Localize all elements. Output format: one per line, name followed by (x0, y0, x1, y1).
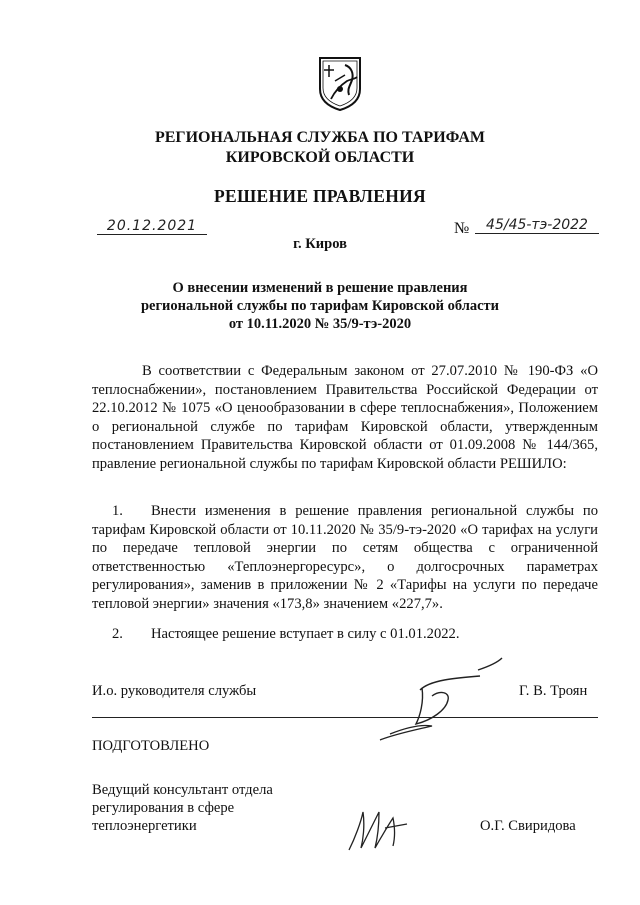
document-type-title: РЕШЕНИЕ ПРАВЛЕНИЯ (214, 186, 426, 206)
coat-of-arms-emblem (317, 55, 363, 111)
city: г. Киров (293, 236, 347, 252)
head-name: Г. В. Троян (519, 683, 588, 699)
decision-item-2 (92, 625, 598, 644)
preparer-signature-icon (345, 802, 415, 854)
preparer-title-line2: регулирования в сфере (92, 800, 235, 816)
subject-line1: О внесении изменений в решение правления (172, 280, 468, 296)
prepared-label: ПОДГОТОВЛЕНО (92, 738, 210, 754)
preparer-title-line3: теплоэнергетики (92, 818, 197, 834)
item2-text: Настоящее решение вступает в силу с 01.01.2022. (150, 626, 460, 642)
preparer-title (92, 781, 273, 835)
head-title: И.о. руководителя службы (92, 683, 257, 699)
item1-text: Внести изменения в решение правления региональной службы по тарифам Кировской области от 10.11.2020 № 35/9-тэ-2020 «О тарифах на услуги по передаче тепловой энергии по сетям общества с ограниченной ответственностью «Теплоэнергоресурс», о долгосрочных параметрах регулирования», заменив в приложении № 2 «Тарифы на услуги по передаче тепловой энергии» значения «173,8» значением «227,7». (92, 503, 598, 612)
item1-number: 1. (112, 503, 123, 519)
handwritten-date: 20.12.2021 (97, 218, 207, 235)
decision-item-1 (92, 502, 598, 614)
organization-name-line1: РЕГИОНАЛЬНАЯ СЛУЖБА ПО ТАРИФАМ (154, 129, 486, 146)
subject-line3: от 10.11.2020 № 35/9-тэ-2020 (228, 316, 412, 332)
preparer-title-line1: Ведущий консультант отдела (92, 782, 273, 798)
separator-line (92, 717, 598, 718)
preparer-name: О.Г. Свиридова (480, 818, 576, 834)
number-label: № (454, 220, 470, 237)
preamble-paragraph: В соответствии с Федеральным законом от 27.07.2010 № 190-ФЗ «О теплоснабжении», постановлением Правительства Российской Федерации от 22.10.2012 № 1075 «О ценообразовании в сфере теплоснабжения», Положением о региональной службе по тарифам Кировской области, утвержденным постановлением Правительства Кировской области от 01.09.2008 № 144/365, правление региональной службы по тарифам Кировской области РЕШИЛО: (92, 363, 598, 472)
item2-number: 2. (112, 626, 123, 642)
head-signature-icon (360, 650, 510, 750)
subject-heading (0, 279, 640, 333)
handwritten-document-number: 45/45-тэ-2022 (475, 217, 599, 234)
organization-name-line2: КИРОВСКОЙ ОБЛАСТИ (225, 149, 415, 166)
organization-name (0, 128, 640, 168)
subject-line2: региональной службы по тарифам Кировской области (140, 298, 500, 314)
kirov-oblast-coat-of-arms-icon (317, 55, 363, 111)
